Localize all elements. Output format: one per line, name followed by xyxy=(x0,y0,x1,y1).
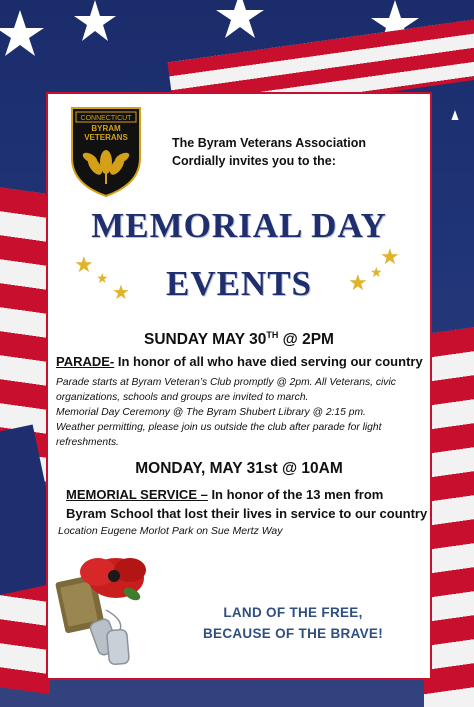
gold-star-icon: ★ xyxy=(74,252,94,277)
gold-star-icon: ★ xyxy=(112,282,130,304)
badge-bottom-text: VETERANS xyxy=(84,133,128,142)
footer-slogan xyxy=(178,602,408,644)
invite-line-1: The Byram Veterans Association xyxy=(172,136,367,150)
footer-line-2: BECAUSE OF THE BRAVE! xyxy=(202,626,384,641)
invite-line-2: Cordially invites you to the: xyxy=(172,154,336,168)
detail-line: organizations, schools and groups are invited to march. xyxy=(56,392,309,403)
memorial-service-text xyxy=(56,485,428,523)
flyer-card xyxy=(46,92,432,680)
detail-line: Memorial Day Ceremony @ The Byram Shubert Library @ 2:15 pm. xyxy=(56,407,366,418)
poppy-dogtags-icon xyxy=(54,550,164,678)
detail-line: refreshments. xyxy=(56,437,119,448)
parade-text: In honor of all who have died serving our country xyxy=(114,354,423,369)
location-text: Location Eugene Morlot Park on Sue Mertz Way xyxy=(58,525,283,537)
title-events: EVENTS xyxy=(165,264,313,303)
badge-top-text: CONNECTICUT xyxy=(80,115,132,122)
detail-line: Weather permitting, please join us outside the club after parade for light xyxy=(56,422,382,433)
title-memorial-day: MEMORIAL DAY xyxy=(91,206,387,245)
badge-middle-text: BYRAM xyxy=(91,124,121,133)
memorial-service-label: MEMORIAL SERVICE – xyxy=(66,487,208,502)
sunday-heading xyxy=(48,330,430,349)
veterans-badge-icon xyxy=(70,106,142,198)
invitation-text xyxy=(166,134,426,170)
sunday-heading-time: @ 2PM xyxy=(278,331,334,349)
gold-star-icon: ★ xyxy=(96,270,109,286)
detail-line: Parade starts at Byram Veteran’s Club promptly @ 2pm. All Veterans, civic xyxy=(56,377,396,388)
sunday-heading-date: SUNDAY MAY 30 xyxy=(144,331,267,349)
gold-star-icon: ★ xyxy=(348,270,368,295)
footer-line-1: LAND OF THE FREE, xyxy=(223,605,363,620)
parade-label: PARADE- xyxy=(56,354,115,369)
parade-details xyxy=(56,375,428,450)
monday-heading: MONDAY, MAY 31st @ 10AM xyxy=(135,460,343,477)
memorial-service-text-2: Byram School that lost their lives in service to our country xyxy=(66,506,428,521)
gold-star-icon: ★ xyxy=(380,244,400,269)
memorial-service-text-1: In honor of the 13 men from xyxy=(207,487,384,502)
gold-star-icon: ★ xyxy=(370,264,383,280)
sunday-heading-sup: TH xyxy=(266,330,279,340)
parade-line xyxy=(56,354,428,369)
